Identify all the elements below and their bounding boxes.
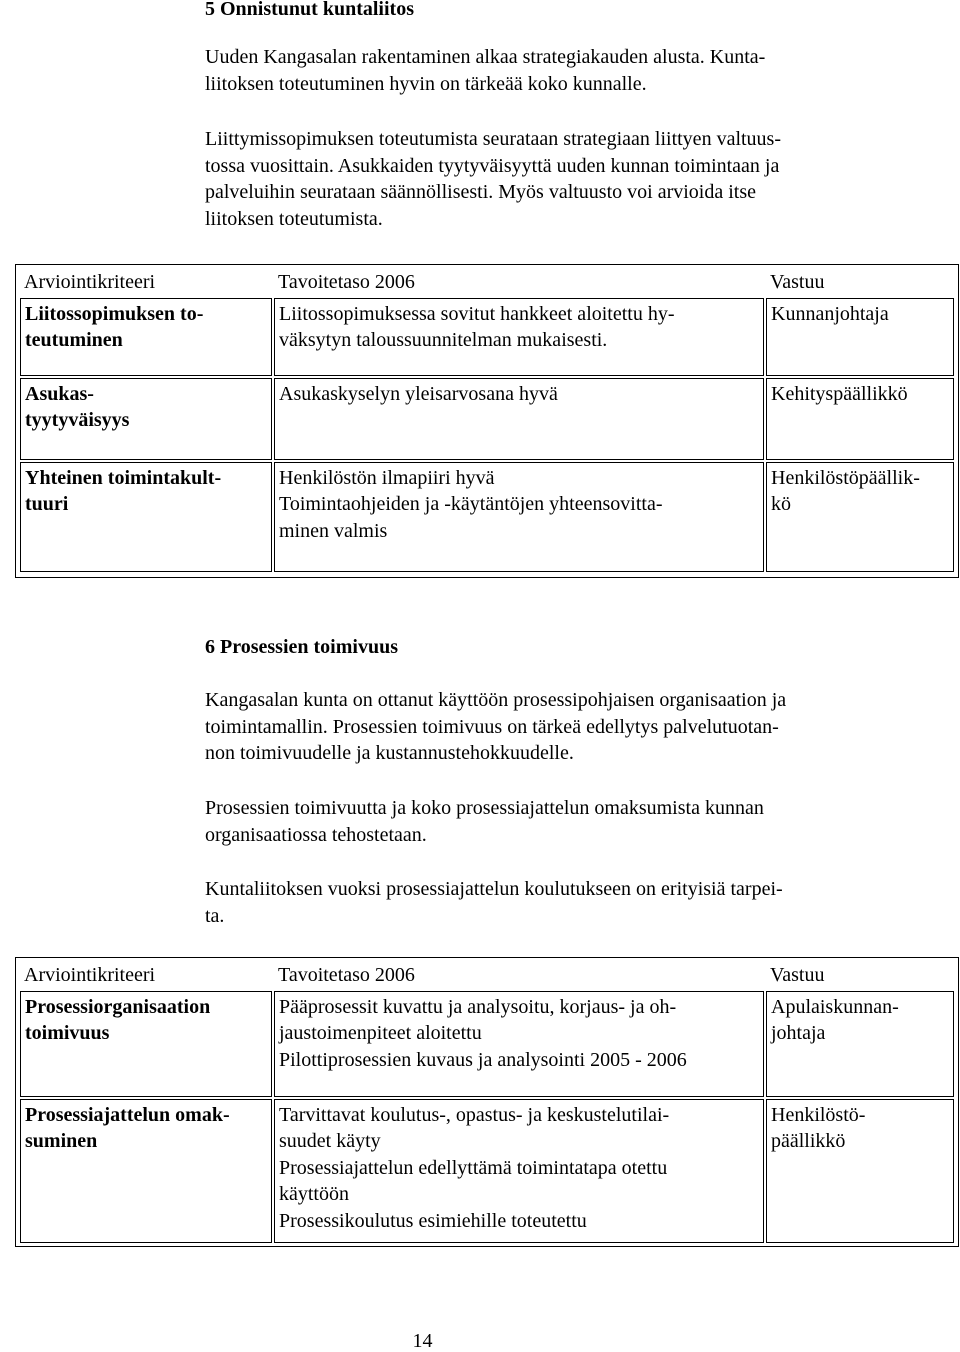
cell-text: kö	[771, 493, 791, 516]
cell-text: Henkilöstöpäällik-	[771, 466, 920, 489]
cell-text: Prosessiorganisaation	[25, 995, 211, 1018]
responsible-cell	[766, 378, 954, 460]
evaluation-table-1-grid	[18, 267, 956, 574]
table-row	[20, 378, 954, 460]
evaluation-table-1	[15, 264, 959, 578]
cell-text: Asukaskyselyn yleisarvosana hyvä	[279, 382, 558, 405]
text-line: liitoksen toteutumista.	[205, 207, 383, 230]
cell-text: päällikkö	[771, 1130, 846, 1153]
cell-text: Henkilöstön ilmapiiri hyvä	[279, 466, 495, 489]
evaluation-table-2	[15, 957, 959, 1247]
cell-text: Asukas-	[25, 382, 94, 405]
cell-text: toimivuus	[25, 1022, 110, 1045]
section-5-paragraph-2	[205, 126, 905, 232]
cell-text: Yhteinen toimintakult-	[25, 466, 222, 489]
cell-text: Pilottiprosessien kuvaus ja analysointi 2005 - 2006	[279, 1048, 687, 1071]
cell-text: Apulaiskunnan-	[771, 995, 899, 1018]
text-line: toimintamallin. Prosessien toimivuus on tärkeä edellytys palvelutuotan-	[205, 715, 779, 738]
text-line: palveluihin seurataan säännöllisesti. Myös valtuusto voi arvioida itse	[205, 181, 757, 204]
criteria-cell	[20, 378, 272, 460]
target-cell	[274, 378, 764, 460]
text-line: organisaatiossa tehostetaan.	[205, 823, 427, 846]
text-line: Kuntaliitoksen vuoksi prosessiajattelun koulutukseen on erityisiä tarpei-	[205, 878, 783, 900]
cell-text: Pääprosessit kuvattu ja analysoitu, korjaus- ja oh-	[279, 995, 677, 1018]
section-6-paragraph-1	[205, 687, 905, 767]
page-number: 14	[412, 1330, 433, 1352]
criteria-cell	[20, 298, 272, 376]
responsible-cell	[766, 991, 954, 1097]
table-row	[20, 991, 954, 1097]
header-responsible: Vastuu	[770, 964, 825, 986]
evaluation-table-2-grid	[18, 960, 956, 1245]
section-6-heading: 6 Prosessien toimivuus	[205, 636, 398, 658]
section-6-paragraph-2	[205, 795, 905, 848]
section-5-heading: 5 Onnistunut kuntaliitos	[205, 0, 414, 20]
cell-text: Henkilöstö-	[771, 1103, 866, 1126]
target-cell	[274, 1099, 764, 1243]
table-row	[20, 462, 954, 572]
cell-text: käyttöön	[279, 1183, 349, 1206]
table-row	[20, 298, 954, 376]
cell-text: Liitossopimuksessa sovitut hankkeet aloitettu hy-	[279, 302, 675, 325]
header-criteria: Arviointikriteeri	[24, 271, 156, 293]
cell-text: minen valmis	[279, 519, 388, 542]
section-5-paragraph-1	[205, 44, 905, 97]
cell-text: suminen	[25, 1130, 98, 1153]
cell-text: johtaja	[771, 1022, 826, 1045]
target-cell	[274, 298, 764, 376]
table-header-row	[20, 962, 954, 989]
text-line: Liittymissopimuksen toteutumista seurataan strategiaan liittyen valtuus-	[205, 128, 781, 150]
section-6-paragraph-3	[205, 876, 905, 929]
cell-text: Prosessiajattelun omak-	[25, 1103, 230, 1126]
cell-text: Kehityspäällikkö	[771, 382, 908, 405]
cell-text: väksytyn taloussuunnitelman mukaisesti.	[279, 329, 608, 352]
header-target: Tavoitetaso 2006	[278, 964, 415, 986]
header-target: Tavoitetaso 2006	[278, 271, 415, 293]
responsible-cell	[766, 1099, 954, 1243]
text-line: Prosessien toimivuutta ja koko prosessiajattelun omaksumista kunnan	[205, 797, 764, 819]
text-line: non toimivuudelle ja kustannustehokkuudelle.	[205, 742, 574, 765]
cell-text: tyytyväisyys	[25, 409, 130, 432]
cell-text: tuuri	[25, 493, 69, 516]
text-line: tossa vuosittain. Asukkaiden tyytyväisyyttä uuden kunnan toimintaan ja	[205, 154, 780, 177]
text-line: Kangasalan kunta on ottanut käyttöön prosessipohjaisen organisaation ja	[205, 689, 787, 711]
cell-text: Prosessikoulutus esimiehille toteutettu	[279, 1209, 587, 1232]
text-line: liitoksen toteutuminen hyvin on tärkeää koko kunnalle.	[205, 72, 647, 95]
cell-text: jaustoimenpiteet aloitettu	[279, 1022, 482, 1045]
cell-text: suudet käyty	[279, 1130, 381, 1153]
cell-text: Prosessiajattelun edellyttämä toimintatapa otettu	[279, 1156, 668, 1179]
cell-text: Tarvittavat koulutus-, opastus- ja keskustelutilai-	[279, 1103, 670, 1126]
cell-text: Liitossopimuksen to-	[25, 302, 204, 325]
responsible-cell	[766, 298, 954, 376]
criteria-cell	[20, 991, 272, 1097]
header-criteria: Arviointikriteeri	[24, 964, 156, 986]
target-cell	[274, 462, 764, 572]
criteria-cell	[20, 462, 272, 572]
text-line: ta.	[205, 904, 225, 927]
target-cell	[274, 991, 764, 1097]
cell-text: teutuminen	[25, 329, 123, 352]
text-line: Uuden Kangasalan rakentaminen alkaa strategiakauden alusta. Kunta-	[205, 46, 766, 68]
cell-text: Toimintaohjeiden ja -käytäntöjen yhteensovitta-	[279, 493, 663, 516]
table-row	[20, 1099, 954, 1243]
cell-text: Kunnanjohtaja	[771, 302, 889, 325]
header-responsible: Vastuu	[770, 271, 825, 293]
table-header-row	[20, 269, 954, 296]
criteria-cell	[20, 1099, 272, 1243]
responsible-cell	[766, 462, 954, 572]
